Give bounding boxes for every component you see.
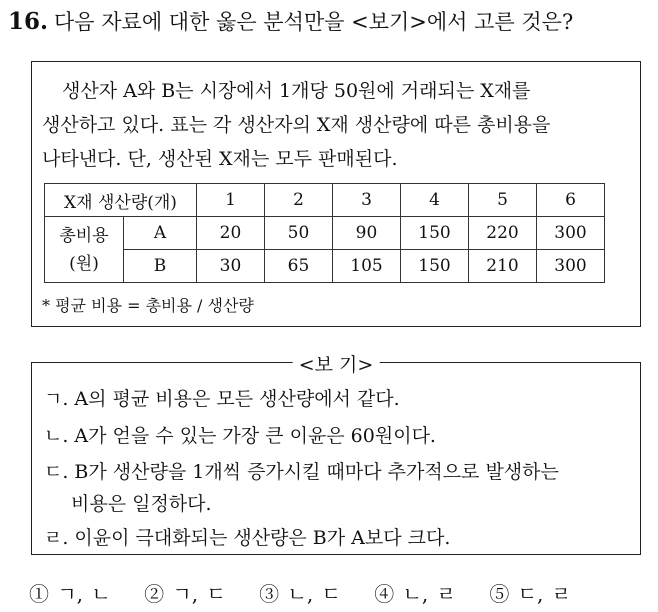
row-group-label-line: (원) <box>69 253 99 274</box>
table-cell: 50 <box>265 217 333 250</box>
table-cell: 1 <box>197 184 265 217</box>
table-cell: 150 <box>401 217 469 250</box>
table-cell: 65 <box>265 250 333 283</box>
producer-label: B <box>124 250 197 283</box>
answer-choice-1[interactable]: ① ㄱ, ㄴ <box>29 582 111 606</box>
table-cell: 3 <box>333 184 401 217</box>
bogi-title: <보 기> <box>293 350 380 377</box>
bogi-item: ㄹ. 이윤이 극대화되는 생산량은 B가 A보다 크다. <box>44 527 451 549</box>
footnote: * 평균 비용 = 총비용 / 생산량 <box>42 296 254 315</box>
passage <box>42 74 638 176</box>
table-header-row <box>45 184 605 217</box>
source-box <box>31 61 641 327</box>
table-cell: 300 <box>537 217 605 250</box>
table-cell: 6 <box>537 184 605 217</box>
answer-choices <box>29 578 596 607</box>
row-group-label <box>45 217 124 283</box>
answer-choice-5[interactable]: ⑤ ㄷ, ㄹ <box>489 582 572 606</box>
answer-choice-4[interactable]: ④ ㄴ, ㄹ <box>374 582 456 606</box>
question-text: 다음 자료에 대한 옳은 분석만을 <보기>에서 고른 것은? <box>54 10 574 34</box>
bogi-item: ㄱ. A의 평균 비용은 모든 생산량에서 같다. <box>44 388 400 410</box>
table-row <box>45 250 605 283</box>
passage-line: 나타낸다. 단, 생산된 X재는 모두 판매된다. <box>42 148 398 170</box>
table-cell: 5 <box>469 184 537 217</box>
table-cell: 2 <box>265 184 333 217</box>
producer-label: A <box>124 217 197 250</box>
question-line <box>8 6 573 36</box>
table-cell: 105 <box>333 250 401 283</box>
bogi-box <box>31 354 641 555</box>
table-header-label: X재 생산량(개) <box>45 184 197 217</box>
question-number: 16. <box>8 8 49 35</box>
bogi-item: ㄷ. B가 생산량을 1개씩 증가시킬 때마다 추가적으로 발생하는 <box>44 461 559 483</box>
cost-table <box>44 183 605 283</box>
answer-choice-3[interactable]: ③ ㄴ, ㄷ <box>259 582 341 606</box>
table-cell: 4 <box>401 184 469 217</box>
table-cell: 210 <box>469 250 537 283</box>
table-cell: 90 <box>333 217 401 250</box>
table-cell: 20 <box>197 217 265 250</box>
bogi-item: ㄴ. A가 얻을 수 있는 가장 큰 이윤은 60원이다. <box>44 425 436 447</box>
table-cell: 30 <box>197 250 265 283</box>
table-cell: 300 <box>537 250 605 283</box>
row-group-label-line: 총비용 <box>59 225 109 246</box>
passage-line: 생산자 A와 B는 시장에서 1개당 50원에 거래되는 X재를 <box>62 80 531 102</box>
bogi-item-continuation: 비용은 일정하다. <box>71 493 212 515</box>
answer-choice-2[interactable]: ② ㄱ, ㄷ <box>144 582 226 606</box>
table-row <box>45 217 605 250</box>
passage-line: 생산하고 있다. 표는 각 생산자의 X재 생산량에 따른 총비용을 <box>42 114 551 136</box>
table-cell: 220 <box>469 217 537 250</box>
table-cell: 150 <box>401 250 469 283</box>
